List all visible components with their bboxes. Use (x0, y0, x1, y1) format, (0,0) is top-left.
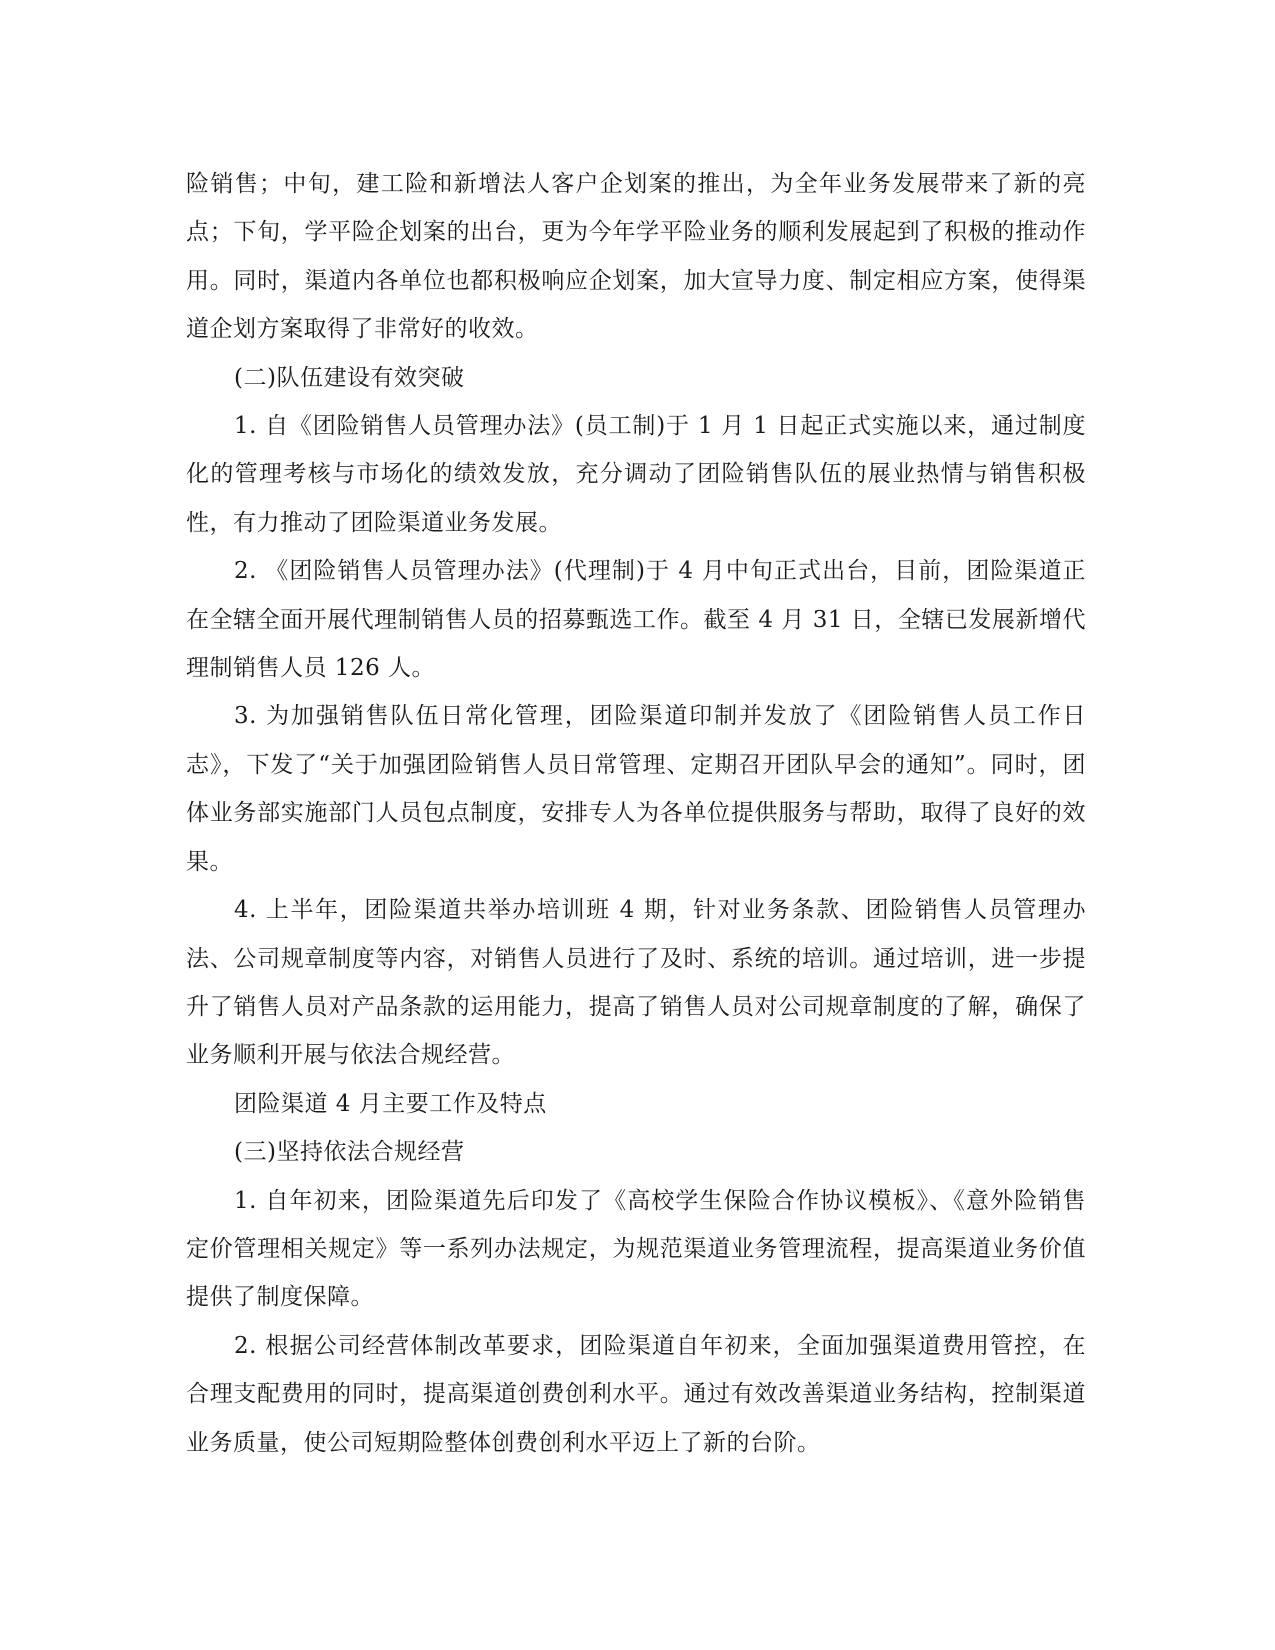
section-heading-team-building: (二)队伍建设有效突破 (234, 364, 465, 391)
section-heading-april-work: 团险渠道 4 月主要工作及特点 (234, 1090, 547, 1117)
paragraph-continuation: 险销售；中旬，建工险和新增法人客户企划案的推出，为全年业务发展带来了新的亮点；下旬，学平险企划案的出台，更为今年学平险业务的顺利发展起到了积极的推动作用。同时，渠道内各单位也都积极响应企划案，加大宣导力度、制定相应方案，使得渠道企划方案取得了非常好的收效。 (186, 171, 1086, 343)
section-heading-compliance: (三)坚持依法合规经营 (234, 1139, 465, 1166)
paragraph-item-2: 2. 《团险销售人员管理办法》(代理制)于 4 月中旬正式出台，目前，团险渠道正在全辖全面开展代理制销售人员的招募甄选工作。截至 4 月 31 日，全辖已发展新增代理制销售人员 126 人。 (186, 558, 1086, 682)
paragraph-item-3: 3. 为加强销售队伍日常化管理，团险渠道印制并发放了《团险销售人员工作日志》，下发了“关于加强团险销售人员日常管理、定期召开团队早会的通知”。同时，团体业务部实施部门人员包点制度，安排专人为各单位提供服务与帮助，取得了良好的效果。 (186, 703, 1086, 875)
paragraph-item-4: 4. 上半年，团险渠道共举办培训班 4 期，针对业务条款、团险销售人员管理办法、公司规章制度等内容，对销售人员进行了及时、系统的培训。通过培训，进一步提升了销售人员对产品条款的运用能力，提高了销售人员对公司规章制度的了解，确保了业务顺利开展与依法合规经营。 (186, 897, 1086, 1069)
paragraph-compliance-item-1: 1. 自年初来，团险渠道先后印发了《高校学生保险合作协议模板》、《意外险销售定价管理相关规定》等一系列办法规定，为规范渠道业务管理流程，提高渠道业务价值提供了制度保障。 (186, 1187, 1086, 1311)
paragraph-item-1: 1. 自《团险销售人员管理办法》(员工制)于 1 月 1 日起正式实施以来，通过制度化的管理考核与市场化的绩效发放，充分调动了团险销售队伍的展业热情与销售积极性，有力推动了团险渠道业务发展。 (186, 413, 1086, 536)
document-body (186, 160, 1086, 1467)
paragraph-compliance-item-2: 2. 根据公司经营体制改革要求，团险渠道自年初来，全面加强渠道费用管控，在合理支配费用的同时，提高渠道创费创利水平。通过有效改善渠道业务结构，控制渠道业务质量，使公司短期险整体创费创利水平迈上了新的台阶。 (186, 1332, 1086, 1456)
